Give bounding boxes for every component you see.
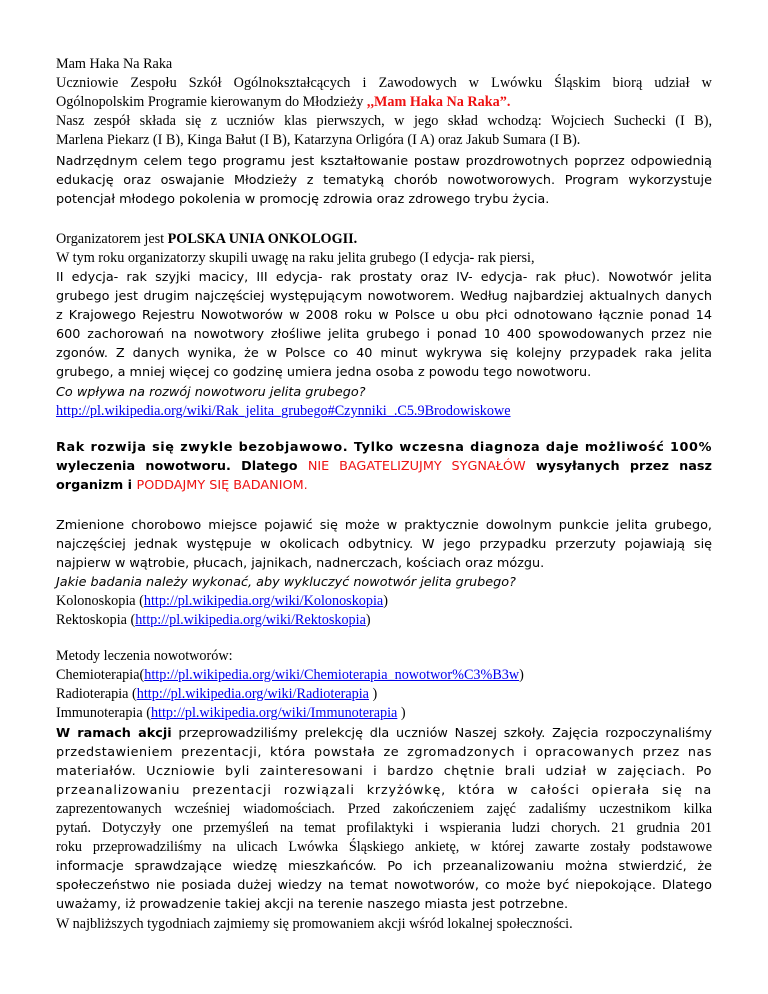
exams-question [56, 573, 712, 592]
warning-line: wyleczenia nowotworu. Dlatego NIE BAGATELIZUJMY SYGNAŁÓW wysyłanych przez nasz [56, 459, 712, 474]
goal-line: edukację oraz oswajanie Młodzieży z tematyką chorób nowotworowych. Program wykorzystuje [56, 173, 712, 188]
action-paragraph [56, 724, 712, 800]
treatment-item: Immunoterapia (http://pl.wikipedia.org/wiki/Immunoterapia ) [56, 705, 406, 721]
statistics-line: grubego, a mniej więcej co godzinę umiera jedna osoba z powodu tego nowotworu. [56, 365, 592, 380]
action-line: społeczeństwo nie posiada dużej wiedzy na temat nowotworów, co może być niepokojące. Dlatego [56, 878, 712, 893]
intro-line: Nasz zespół składa się z uczniów klas pierwszych, w jego skład wchodzą: Wojciech Suchecki (I B), [56, 113, 712, 129]
warning-highlight: NIE BAGATELIZUJMY SYGNAŁÓW [307, 459, 526, 474]
closing-paragraph [56, 915, 712, 934]
wikipedia-link[interactable]: http://pl.wikipedia.org/wiki/Rak_jelita_grubego#Czynniki_.C5.9Brodowiskowe [56, 403, 511, 419]
question-paragraph [56, 383, 712, 402]
statistics-line: grubego jest drugim najczęściej występującym nowotworem. Według najbardziej aktualnych danych [56, 289, 712, 304]
action-line: uważamy, iż prowadzenie takiej akcji na terenie naszego miasta jest potrzebne. [56, 897, 569, 912]
organizer-name: POLSKA UNIA ONKOLOGII. [167, 231, 358, 247]
chemioterapia-link[interactable]: http://pl.wikipedia.org/wiki/Chemioterapia_nowotwor%C3%B3w [144, 667, 520, 683]
goal-paragraph [56, 152, 712, 209]
closing-line: W najbliższych tygodniach zajmiemy się promowaniem akcji wśród lokalnej społeczności. [56, 916, 573, 932]
location-line: najczęściej jednak występuje w okolicach odbytnicy. W jego przypadku przerzuty pojawiają się [56, 537, 712, 552]
statistics-line: 600 zachorowań na nowotwory złośliwe jelita grubego i ponad 10 400 spowodowanych przez nie [56, 327, 712, 342]
statistics-line: zgonów. Z danych wynika, że w Polsce co 40 minut wykrywa się kolejny przypadek raka jelita [56, 346, 712, 361]
warning-paragraph [56, 438, 712, 495]
action-paragraph-end [56, 857, 712, 914]
intro-line: Ogólnopolskim Programie kierowanym do Młodzieży ,,Mam Haka Na Raka”. [56, 94, 511, 110]
warning-line: Rak rozwija się zwykle bezobjawowo. Tylko wczesna diagnoza daje możliwość 100% [56, 440, 712, 455]
kolonoskopia-link[interactable]: http://pl.wikipedia.org/wiki/Kolonoskopia [143, 593, 384, 609]
location-paragraph [56, 516, 712, 573]
action-line: materiałów. Uczniowie byli zainteresowani i bardzo chętnie brali udział w zajęciach. Po [56, 764, 712, 779]
organizer-line: Organizatorem jest POLSKA UNIA ONKOLOGII. [56, 231, 358, 247]
warning-highlight: PODDAJMY SIĘ BADANIOM. [136, 478, 308, 493]
treatment-item: Radioterapia (http://pl.wikipedia.org/wiki/Radioterapia ) [56, 686, 378, 702]
location-line: najpierw w wątrobie, płucach, jajnikach, nadnerczach, kościach oraz mózgu. [56, 556, 545, 571]
link-paragraph [56, 402, 712, 421]
program-name: ,,Mam Haka Na Raka”. [366, 94, 511, 110]
treatment-item: Chemioterapia(http://pl.wikipedia.org/wiki/Chemioterapia_nowotwor%C3%B3w) [56, 667, 524, 683]
action-line: pytań. Dotyczyły one przemyśleń na temat profilaktyki i wspierania ludzi chorych. 21 grudnia 201 [56, 820, 712, 836]
action-line: informacje sprawdzające wiedzę mieszkańców. Po ich przeanalizowaniu można stwierdzić, że [56, 859, 712, 874]
action-line: W ramach akcji przeprowadziliśmy prelekcję dla uczniów Naszej szkoły. Zajęcia rozpoczynaliśmy [56, 726, 712, 741]
document-title: Mam Haka Na Raka [56, 56, 173, 72]
intro-line: Marlena Piekarz (I B), Kinga Bałut (I B), Katarzyna Orligóra (I A) oraz Jakub Sumara (I B). [56, 132, 581, 148]
question-text: Jakie badania należy wykonać, aby wykluczyć nowotwór jelita grubego? [56, 575, 516, 590]
statistics-line: II edycja- rak szyjki macicy, III edycja- rak prostaty oraz IV- edycja- rak płuc). Nowotwór jelita [56, 270, 712, 285]
question-text: Co wpływa na rozwój nowotworu jelita grubego? [56, 385, 366, 400]
intro-line: Uczniowie Zespołu Szkół Ogólnokształcących i Zawodowych w Lwówku Śląskim biorą udział w [56, 75, 712, 91]
rektoskopia-link[interactable]: http://pl.wikipedia.org/wiki/Rektoskopia [135, 612, 366, 628]
action-line: zaprezentowanych wcześniej wiadomościach. Przed zakończeniem zajęć zadaliśmy uczestnikom kilka [56, 801, 712, 817]
exam-item: Kolonoskopia (http://pl.wikipedia.org/wiki/Kolonoskopia) [56, 593, 388, 609]
organizer-paragraph [56, 230, 712, 268]
action-paragraph-cont [56, 800, 712, 857]
action-line: przeanalizowaniu prezentacji rozwiązali krzyżówkę, która w całości opierała się na [56, 783, 712, 798]
intro-paragraph [56, 55, 712, 150]
exams-list [56, 592, 712, 630]
goal-line: Nadrzędnym celem tego programu jest kształtowanie postaw prozdrowotnych poprzez odpowiednią [56, 154, 712, 169]
location-line: Zmienione chorobowo miejsce pojawić się może w praktycznie dowolnym punkcie jelita grubego, [56, 518, 712, 533]
treatment-heading: Metody leczenia nowotworów: [56, 648, 233, 664]
treatment-list [56, 647, 712, 723]
warning-line: organizm i PODDAJMY SIĘ BADANIOM. [56, 478, 308, 493]
organizer-line: W tym roku organizatorzy skupili uwagę na raku jelita grubego (I edycja- rak piersi, [56, 250, 535, 266]
exam-item: Rektoskopia (http://pl.wikipedia.org/wiki/Rektoskopia) [56, 612, 371, 628]
immunoterapia-link[interactable]: http://pl.wikipedia.org/wiki/Immunoterapia [150, 705, 398, 721]
goal-line: potencjał młodego pokolenia w promocję zdrowia oraz zdrowego trybu życia. [56, 192, 550, 207]
statistics-line: z Krajowego Rejestru Nowotworów w 2008 roku w Polsce u obu płci odnotowano łącznie ponad 14 [56, 308, 712, 323]
action-line: przedstawieniem prezentacji, która powstała ze zgromadzonych i opracowanych przez nas [56, 745, 712, 760]
radioterapia-link[interactable]: http://pl.wikipedia.org/wiki/Radioterapia [136, 686, 369, 702]
action-line: roku przeprowadziliśmy na ulicach Lwówka Śląskiego ankietę, w której zawarte zostały podstawowe [56, 839, 712, 855]
statistics-paragraph [56, 268, 712, 382]
